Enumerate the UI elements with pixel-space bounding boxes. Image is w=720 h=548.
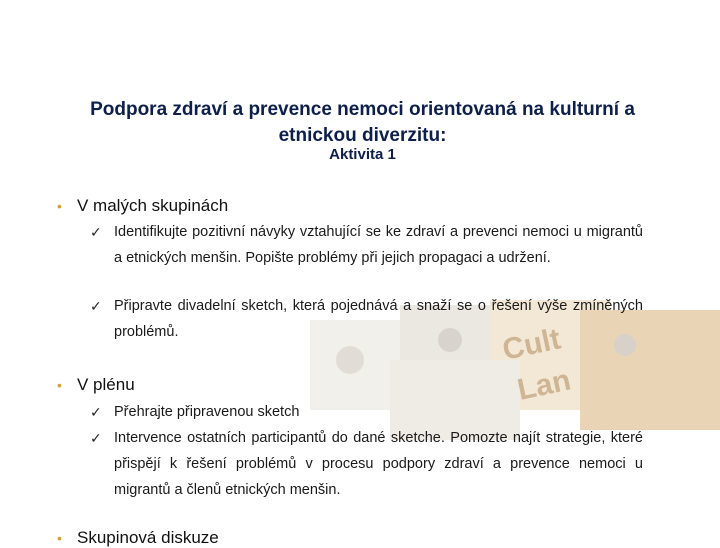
slide-title: Podpora zdraví a prevence nemoci orientovaná na kulturní a etnickou diverzitu:: [90, 99, 635, 146]
bullet-dot-icon: •: [57, 530, 62, 546]
checkmark-icon: ✓: [90, 224, 102, 240]
section-heading-group-discussion: • Skupinová diskuze: [57, 528, 219, 547]
section-heading-small-groups: • V malých skupinách: [57, 196, 229, 215]
list-item: ✓ Přehrajte připravenou sketch: [114, 399, 643, 425]
bullet-dot-icon: •: [57, 377, 62, 393]
list-item: ✓ Identifikujte pozitivní návyky vztahující se ke zdraví a prevenci nemoci u migrantů a etnických menšin. Popište problémy při jejich propagaci a udržení.: [114, 219, 643, 271]
list-item: ✓ Intervence ostatních participantů do dané sketche. Pomozte najít strategie, které přispějí k řešení problémů v procesu podpory zdraví a prevence nemoci u migrantů a členů etnických menšin.: [114, 425, 643, 503]
checkmark-icon: ✓: [90, 298, 102, 314]
checkmark-icon: ✓: [90, 430, 102, 446]
list-item: ✓ Připravte divadelní sketch, která pojednává a snaží se o řešení výše zmíněných problémů.: [114, 293, 643, 345]
section-heading-plenary: • V plénu: [57, 375, 135, 394]
svg-text:Cult: Cult: [499, 322, 564, 367]
svg-text:Lan: Lan: [514, 363, 574, 407]
checkmark-icon: ✓: [90, 404, 102, 420]
bullet-dot-icon: •: [57, 198, 62, 214]
slide-subtitle: Aktivita 1: [329, 146, 396, 163]
